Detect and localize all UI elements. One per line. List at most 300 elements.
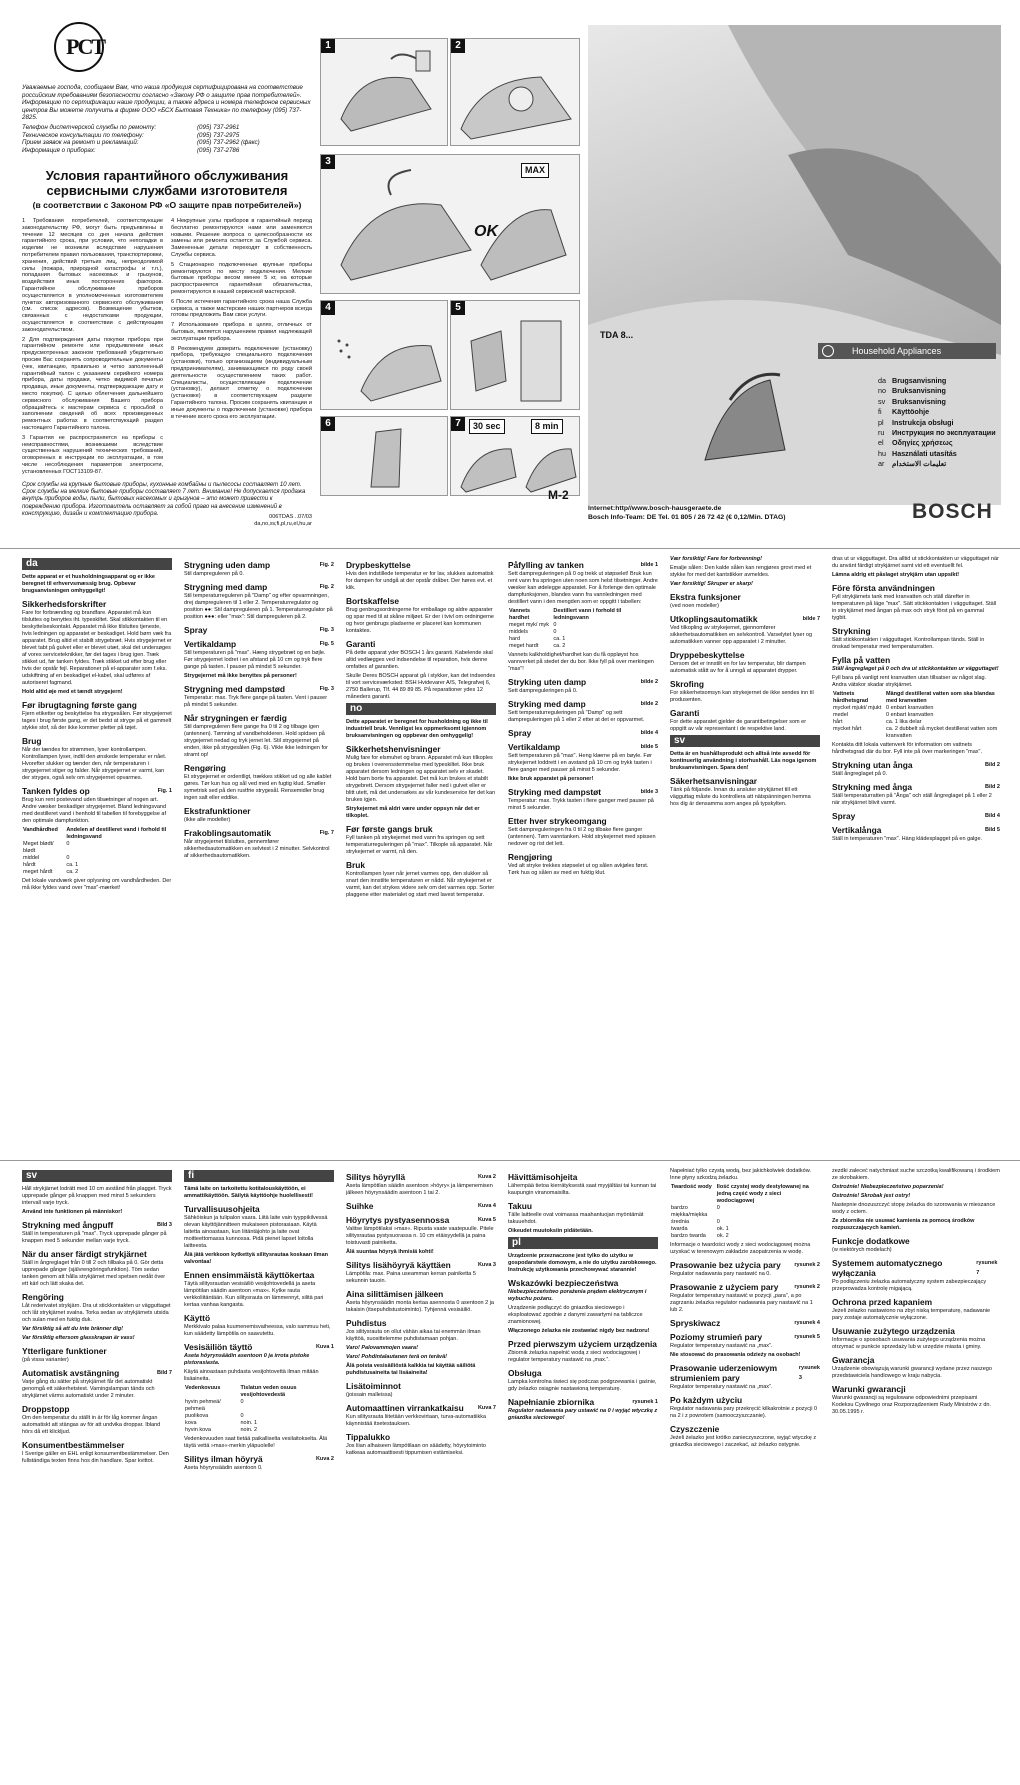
- heading: Droppstopp: [22, 1404, 70, 1414]
- paragraph: Mulig fare for elsmuhet og brann. Apparatet må kun tilkoples og brukes i overensstemmelse med typeskiltet. Ikke bruk apparatet dersom ledningen og apparatet selv er skadet. Hold barn borte fra apparatet. Det må kun brukes et stabilt strygebrett. Dersom strygejernet faller ned i gulvet eller er blitt utett, må det undersøkes av vår kundeservice før det kan brukes igjen.: [346, 755, 496, 803]
- heading: Automatisk avstängning Bild 7: [22, 1368, 172, 1378]
- paragraph: Jos liian alhaiseen lämpötilaan on säädetty, höyrytoiminto katkeaa automaattisesti tippumisen estämiseksi.: [346, 1443, 486, 1456]
- iron-autooff-illustration: [451, 417, 580, 496]
- heading: Vertikaldamp Fig. 5: [184, 639, 334, 649]
- language-bar-pl: pl: [508, 1237, 658, 1249]
- paragraph: Valitse lämpötilaksi »max«. Ripusta vaate vaatepuulle. Pitele silitysrautaa pystysuorassa n. 10 cm etäisyydellä ja paina toistuvasti painiketta.: [346, 1226, 494, 1246]
- table-row: middel 0: [23, 855, 70, 861]
- warning: Var försiktig eftersom glasskrapan är vass!: [22, 1335, 135, 1341]
- heading: Strygning med dampstød Fig. 3: [184, 684, 334, 694]
- paragraph: Sähköiskun ja tulipalon vaara. Liitä laite vain tyyppikilvessä olevan käyttöjännitteen mukaiseen pistorasiaan. Käytä laitetta ainoastaan, kun liitäntäjohto ja laite ovat moitteettomassa kunnossa. Pidä pienet lapset loitolla laitteesta.: [184, 1215, 328, 1249]
- paragraph: Temperatur: max. Trykk tasten i flere ganger med pauser på minst 5 sekunder.: [508, 798, 654, 811]
- language-list: [878, 376, 1008, 470]
- paragraph: Fyll tanken på strykejernet med vann fra springen og sett temperaturreguleringen på "max". Tilkople så apparatet. Når strykejernet er varmt, nå den.: [346, 835, 493, 855]
- heading: Spray Fig. 3: [184, 625, 334, 635]
- paragraph: Hvis den indstillede temperatur er for lav, slukkes automatisk for dampen for undgå at der opstår dråber. Der høres evt. et klik.: [346, 571, 494, 591]
- heading: Puhdistus: [346, 1318, 387, 1328]
- paragraph: Informacje o sposobach usuwania zużytego urządzenia można otrzymać w punkcie sprzedaży lub w urzędzie miasta i gminy.: [832, 1337, 986, 1350]
- figure-6: [320, 416, 448, 496]
- table-header: Andelen af destilleret vand i forhold til ledningsvand: [66, 827, 167, 840]
- ru-clause: 4 Некрупные узлы приборов в гарантийный период бесплатно ремонтируются нами или заменяются новыми. Решение вопроса о целесообразности их замены или ремонта остается за Службой сервиса. Замененные детали переходят в собственность Службы сервиса.: [171, 218, 312, 258]
- table-header: Twardość wody: [671, 1184, 712, 1190]
- heading: Napełnianie zbiornika rysunek 1: [508, 1397, 658, 1407]
- figure-number: 4: [321, 301, 335, 315]
- warning: Lämna aldrig ett påslaget strykjärn utan uppsikt!: [832, 572, 960, 578]
- warning: Niebezpieczeństwo porażenia prądem elektrycznym i wybuchu pożaru.: [508, 1289, 647, 1302]
- table-row: kova noin. 1: [185, 1420, 257, 1426]
- figure-3: [320, 154, 580, 294]
- paragraph: Urządzenie podłączyć do gniazdka sieciowego i eksploatować zgodnie z danymi zawartymi na tabliczce znamionowej.: [508, 1305, 643, 1325]
- heading: Skrofing: [670, 679, 704, 689]
- paragraph: Varje gång du sätter på strykjärnet får det automatiskt genomgå ett säkerhetstest. Varningslampan tänds och strykjärnet värms automatiskt under 2 minuter.: [22, 1379, 155, 1399]
- table-header: Destillert vann i forhold til ledningsvann: [553, 608, 622, 621]
- heading: Strygning med damp Fig. 2: [184, 582, 334, 592]
- paragraph: Ved alt stryke trekkes støpselet ut og sålen avkjøles først. Tørk hus og sålen av med en fuktig klut.: [508, 863, 649, 876]
- figure-7: [450, 416, 580, 496]
- language-item: no Bruksanvisning: [878, 386, 946, 396]
- ru-contacts: [22, 124, 312, 154]
- paragraph: Dersom det er innstilt en for lav temperatur, blir dampen automatisk stått av for å unngå at apparatet drypper.: [670, 661, 806, 674]
- paragraph: Kun silitysrauta liitetään verkkovirtaan, turva-automatiikka käynnistää itsetestauksen.: [346, 1414, 487, 1427]
- heading: Garanti: [346, 639, 376, 649]
- language-item: hu Használati utasítás: [878, 448, 957, 458]
- pl-water-table: [670, 1184, 820, 1240]
- paragraph: Jeżeli żelazko nastawiono na zbyt niską temperaturę, nadawanie pary zostaje automatycznie wyłączone.: [832, 1308, 991, 1321]
- language-bar-da: da: [22, 558, 172, 570]
- iron-upright-illustration: [321, 417, 448, 496]
- paragraph: Ställ temperaturratten på "Ånga" och ställ ångreglaget på 1 eller 2 när strykjärnet blivit varmt.: [832, 793, 992, 806]
- heading: Wskazówki bezpieczeństwa: [508, 1278, 619, 1288]
- heading: Systemem automatycznego wyłączania rysunek 7: [832, 1258, 998, 1278]
- heading: Warunki gwarancji: [832, 1384, 906, 1394]
- paragraph: Tälle laitteelle ovat voimassa maahantuojan myöntämät takuuehdot.: [508, 1212, 644, 1225]
- paragraph: Aseta höyrynsäädin monta kertaa asennosta 0 asentoon 2 ja takaisin (itsepuhdistustoiminto). Tyhjennä vesisäiliö.: [346, 1300, 494, 1313]
- table-row: hyvin kova noin. 2: [185, 1427, 257, 1433]
- heading: Bortskaffelse: [346, 596, 400, 606]
- heading: Ekstra funksjoner: [670, 592, 741, 602]
- ru-clause: 2 Для подтверждения даты покупки прибора при гарантийном ремонте или предъявлении иных предусмотренных законом требований убедительно просим Вас сохранять сопроводительные документы (чек, квитанцию, правильно и четко заполненный гарантийный талон с указанием серийного номера прибора, даты продажи, четко видимой печатью продавца, иные документы, подтверждающие дату и место покупки). С целью облегчения дальнейшего сервисного обслуживания Вашего прибора обращайтесь к мастерам сервиса с просьбой о заполнении сведений об всех произведенных ремонтных работах в соответствующий раздел настоящего Гарантийного талона.: [22, 336, 163, 431]
- ru-clause: 6 После истечения гарантийного срока наша Служба сервиса, а также мастерские наших партнеров всегда готовы предложить Вам свои услуги.: [171, 298, 312, 319]
- paragraph: Täytä silitysraudan vesisäiliö vesijohtovedellä ja aseta lämpötilan säädin asentoon »max«. Kytke rauta verkkoliitäntään. Kun silitysrauta on lämmennyt, silitä pari kertaa vanhaa kangasta.: [184, 1281, 324, 1308]
- heading: Hävittämisohjeita: [508, 1172, 578, 1182]
- heading: Ytterligare funktioner: [22, 1346, 107, 1356]
- sv-intro: Detta är en hushållsprodukt och alltså inte avsedd för kontinuerlig användning i storhushåll. Läs noga igenom bruksanvisningen. Spara den!: [670, 751, 817, 771]
- table-row: bardzo twarda ok. 2: [671, 1233, 729, 1239]
- section-divider: [0, 548, 1020, 549]
- heading: Automaattinen virrankatkaisu Kuva 7: [346, 1403, 496, 1413]
- sv-bottom-column-1: [22, 1168, 172, 1467]
- paragraph: Sett temperaturreguleringen på "Damp" og sett dampreguleringen på 1 eller 2 etter at det er oppvarmet.: [508, 710, 645, 723]
- paragraph: Warunki gwarancji są regulowane odpowiednimi przepisami Kodeksu Cywilnego oraz Rozporządzeniem Rady Ministrów z dn. 30.05.1995 r.: [832, 1395, 991, 1415]
- heading: Strykning utan ånga Bild 2: [832, 760, 1000, 770]
- iron-vertical-steam-illustration: [451, 301, 580, 410]
- heading: Prasowanie uderzeniowym strumieniem pary rysunek 3: [670, 1363, 820, 1383]
- heading: Spray Bild 4: [832, 811, 1000, 821]
- heading: Strykning med ångpuff Bild 3: [22, 1220, 172, 1230]
- paragraph: Po podłączeniu żelazka automatyczny system zabezpieczający przeprowadza kontrolę migającą.: [832, 1279, 987, 1292]
- paragraph: Sett temperaturen på "max". Heng klærne på en bøyle. Før strykejernet loddrett i en avstand på 10 cm og trykk tasten i flere ganger med pauser på minst 5 sekunder.: [508, 753, 652, 773]
- da-paragraph: Når der tændes for strømmen, lyser kontrollampen. Kontrollampen lyser, indtil den ønskede temperatur er nået. Hvorefter slukker og tænder den, når temperaturen i strygejernet stiger og falder. Når strygejernet er varmt, kan der stryges, også selv om strygejernet opvarmes.: [22, 747, 167, 781]
- household-appliances-bar: Household Appliances: [818, 343, 996, 359]
- heading: Spryskiwacz rysunek 4: [670, 1318, 820, 1328]
- heading: Frakoblingsautomatik Fig. 7: [184, 828, 334, 838]
- paragraph: Aseta lämpötilan säädin asentoon »höyry« ja lämpenemisen jälkeen höyrynsäädin asentoon 1 tai 2.: [346, 1183, 493, 1196]
- paragraph: Brug genbrugsordningerne for emballage og aldre apparater og spar med til at skåne miljøet. Er der i tvivl om ordningerne og hvor genbrugs pladserne er placeret kan kommunen kontaktes.: [346, 607, 494, 634]
- table-header: Vannets hardhet: [509, 608, 531, 621]
- table-row: hårt ca. 1 lika delar: [833, 719, 922, 725]
- heading: Stryking med dampstøt bilde 3: [508, 787, 658, 797]
- heading: Höyrytys pystyasennossa Kuva 5: [346, 1215, 496, 1225]
- heading: Spray bilde 4: [508, 728, 658, 738]
- paragraph: Lampka kontrolna świeci się podczas podgrzewania i gaśnie, gdy żelazko osiągnie nastawioną temperaturę.: [508, 1379, 657, 1392]
- heading: Etter hver strykeomgang: [508, 816, 607, 826]
- da-water-table: [22, 827, 172, 876]
- figure-1: [320, 38, 448, 146]
- warning: Älä jätä verkkoon kytkettyä silitysrautaa koskaan ilman valvontaa!: [184, 1252, 328, 1265]
- table-row: middels 0: [509, 629, 557, 635]
- paragraph: Informacje o twardości wody z sieci wodociągowej można uzyskać w terenowym zakładzie zaopatrzenia w wodę.: [670, 1242, 811, 1255]
- ru-clause: 3 Гарантия не распространяется на приборы с неисправностями, возникшими вследствие существенных нарушений технических требований, оговоренных в инструкции по эксплуатации, в том числе несоблюдения параметров электросети, установленных ГОСТ13109-87.: [22, 434, 163, 475]
- warning: Var försiktig så att du inte bränner dig!: [22, 1326, 123, 1332]
- table-row: twarda ok. 1: [671, 1226, 729, 1232]
- paragraph: (w niektórych modelach): [832, 1247, 892, 1253]
- heading: Utkoplingsautomatikk bilde 7: [670, 614, 820, 624]
- paragraph: Ställ in temperaturen på "max". Tryck upprepade gånger på knappen med 5 sekunder mellan varje tryck.: [22, 1231, 167, 1244]
- sv-water-table: [832, 691, 1000, 740]
- paragraph: Ställ in ångreglaget från 0 till 2 och tillbaka på 0. Gör detta upprepade gånger (självrengöringsfunktion). Töm sedan tanken genom att hålla strykjärnet med spetsen nedåt över ett kärl och lätt skaka det.: [22, 1260, 166, 1287]
- table-row: Meget blødt/ blødt 0: [23, 841, 70, 854]
- heading: Silitys höyryllä Kuva 2: [346, 1172, 496, 1182]
- heading: Poziomy strumień pary rysunek 5: [670, 1332, 820, 1342]
- paragraph: Regulator nadawania pary przekręcić kilkakrotnie z pozycji 0 na 2 i z powrotem (samooczyszczanie).: [670, 1406, 818, 1419]
- da-paragraph: Fare for forbrænding og brandfare. Apparatet må kun tilsluttes og benyttes iht. typeskiltet. Skal stikkontakten til en beskyttelseskontakt. Apparatet må ikke tilsluttes tjeneste, hvis ledningen og apparatet er beskadiget. Hold børn væk fra apparatet. Brug altid et stabilt strygebræt. Hvis strygejernet er blevet tabt på gulvet eller er blevet utæt, skal det undersøges af vores serviceteknikker, før det tages i brug igen. Træk stikket ud, før tanken fyldes. Træk stikket ud efter brug eller hvis der opstår fejl. Reparationer på el-apparater som f.eks. udskiftning af en beskadiget el-kabel, skal udføres af autoriseret fagmand.: [22, 610, 172, 686]
- warning: Älä poista vesisäiliöstä kalkkia tai käyttää säiliötä puhdistusaineita tai lisäaineita!: [346, 1363, 476, 1376]
- paragraph: Regulator temperatury nastawić na „max”.: [670, 1384, 773, 1390]
- heading: Obsługa: [508, 1368, 542, 1378]
- paragraph: Stil dampreguleren flere gange fra 0 til 2 og tilbage igen (antennen). Tømning af vandbeholderen. Hold spidsen på strygejernet nedad og tryk jernet let. Stil strygejernet på enden, ikke på strygesålen (Fig. 6). Vikle ikke ledningen for stramt op!: [184, 724, 328, 758]
- da-paragraph: Fjern etiketter og beskyttelse fra strygesålen. Før strygejernet tages i brug første gang, er det bedst at stryge på et gammelt stykke stof, så der ikke kommer pletter på tøjet.: [22, 711, 172, 731]
- ru-clause: 8 Рекомендуем доверить подключение (установку) прибора, требующую специального подключения (установки), только организациям (индивидуальным предпринимателям), занимающимся по роду своей деятельности осуществлением таких работ. Специалисты, осуществляющие подключение (установку), делают отметку о подключении (установке) в соответствующем разделе Гарантийного талона. Просим сохранять квитанции и иные документы о подключении (установке) прибора в течение всего срока его эксплуатации.: [171, 345, 312, 420]
- paragraph: Lähempää tietoa kierrätyksestä saat myyjältäsi tai kunnan tai kaupungin viranomaisilta.: [508, 1183, 657, 1196]
- warning: Regulator nadawania pary ustawić na 0 i wyjąć wtyczkę z gniazdka sieciowego!: [508, 1408, 658, 1421]
- thirty-sec-badge: 30 sec: [469, 419, 505, 434]
- no-water-table: [508, 608, 658, 650]
- ru-col-left: [22, 218, 163, 478]
- language-item: ar تعليمات الاستخدام: [878, 459, 947, 469]
- warning: Ostrożnie! Skrobak jest ostry!: [832, 1193, 911, 1199]
- heading: Rengöring: [22, 1292, 64, 1302]
- heading: Påfylling av tanken bilde 1: [508, 560, 658, 570]
- table-row: puolikova 0: [185, 1413, 244, 1419]
- paragraph: Regulator nadawania pary nastawić na 0.: [670, 1271, 771, 1277]
- bosch-url[interactable]: Internet:http//www.bosch-hausgeraete.de: [588, 505, 722, 512]
- ru-clause: 7 Использование прибора в целях, отличных от бытовых, является нарушением правил надлежащей эксплуатации прибора.: [171, 322, 312, 342]
- no-intro: Dette apparatet er beregnet for husholdning og ikke til industriell bruk. Vennligst les oppmerksomt igjennom bruksanvisningen og oppbevar den omhyggelig!: [346, 719, 488, 739]
- ru-col-right: [171, 218, 312, 478]
- warning: Ikke bruk apparatet på personer!: [508, 776, 594, 782]
- paragraph: Sätt stickkontakten i vägguttaget. Kontrollampan tänds. Ställ in önskad temperatur med temperaturratten.: [832, 637, 985, 650]
- paragraph: Kontakta ditt lokala vattenverk för information om vattnets hårdhetsgrad där du bor. Fyll inte på över markeringen "max".: [832, 742, 983, 755]
- model-number: TDA 8...: [600, 330, 634, 340]
- warning: Använd inte funktionen på människor!: [22, 1209, 123, 1215]
- paragraph: Napełniać tylko czystą wodą, bez jakichkolwiek dodatków. Inne płyny szkodzą żelazku.: [670, 1168, 811, 1181]
- cover-product-iron: [700, 360, 790, 470]
- warning: Ostrożnie! Niebezpieczeństwo poparzenia!: [832, 1184, 944, 1190]
- heading: Turvallisuusohjeita: [184, 1204, 260, 1214]
- paragraph: For dette apparatet gjelder de garantibetingelser som er oppgitt av vår representant i de respektive land.: [670, 719, 807, 732]
- table-row: średnia 0: [671, 1219, 720, 1225]
- heading: Funkcje dodatkowe: [832, 1236, 910, 1246]
- ru-clause: 1 Требования потребителей, соответствующие законодательству РФ, могут быть предъявлены в течение 12 месяцев со дня начала действия гарантийного срока, при условии, что неполадки в изделии не возникли вследствие нарушения потребителем правил пользования, транспортировки, хранения, действий третьих лиц, непреодолимой силы (пожара, природной катастрофы и т.п.), попадания бытовых насекомых и грызунов, воздействия иных посторонних факторов. Гарантийное обслуживание приборов осуществляется в уполномоченных изготовителем пунктах авторизованного сервисного обслуживания (см. список адресов). Возмещение убытков, связанных с недостатками продукции, осуществляется в соответствии с действующим законодательством.: [22, 218, 163, 333]
- language-bar-fi: fi: [184, 1170, 334, 1182]
- heading: Prasowanie bez użycia pary rysunek 2: [670, 1260, 820, 1270]
- table-row: bardzo miękka/miękka 0: [671, 1205, 720, 1218]
- paragraph: Käytä ainoastaan puhdasta vesijohtovettä ilman mitään lisäaineita.: [184, 1369, 319, 1382]
- paragraph: (ikke alle modeller): [184, 817, 231, 823]
- table-header: Vandhårdhed: [23, 827, 58, 833]
- table-header: Vattnets hårdhetsgrad: [833, 691, 869, 704]
- paragraph: Sett dampreguleringen på 0 og trekk ut støpselet! Bruk kun rent vann fra springen uten noen som helst tilsetninger. Andre væsker kan ødelegge apparatet. For å forlenge den optimale dampfunksjonen, blandes vann fra vannledningen med destillert vann i den mengden som er oppgitt i tabellen:: [508, 571, 658, 605]
- warning: Strykejernet må aldri være under oppsyn når det er tilkoplet.: [346, 806, 480, 819]
- ru-contact-row: Прием заявок на ремонт и рекламаций: (095) 737-2962 (факс): [22, 139, 260, 147]
- heading: Før første gangs bruk: [346, 824, 433, 834]
- language-item: da Brugsanvisning: [878, 376, 947, 385]
- paragraph: Stil dampreguleren på 0.: [184, 571, 244, 577]
- paragraph: Kontrollampen lyser når jernet varmes opp, den slukker så snart den innstilte temperaturen er nådd. Når strykejernet er varmt, kan det strykes videre selv om det varmes opp. Sorter plaggene etter materialet og start med lavest temperatur.: [346, 871, 495, 898]
- da-heading: Før ibrugtagning første gang: [22, 700, 137, 710]
- warning: Nie stosować do prasowania odzieży na osobach!: [670, 1352, 801, 1358]
- paragraph: Aseta höyrynsäädin asentoon 0.: [184, 1465, 263, 1471]
- paragraph: Lämpötila: max. Paina useamman kerran painiketta 5 sekunnin tauoin.: [346, 1271, 476, 1284]
- paragraph: Sett dampreguleringen på 0.: [508, 688, 578, 694]
- language-bar-sv: sv: [670, 735, 820, 747]
- warning: Varo! Pohdintalautanen terä on terävä!: [346, 1354, 447, 1360]
- heading: Ochrona przed kapaniem: [832, 1297, 933, 1307]
- sv-column-6: [832, 556, 1000, 845]
- paragraph: Ved tilkopling av strykejernet, gjennomfører sikkerhetsautomatikken en selvkontroll. Varselytet lyser og automatikken vanner opp apparatet i 2 minutter.: [670, 625, 813, 645]
- paragraph: Ställ ångreglaget på 0.: [832, 771, 888, 777]
- heading: Når strygningen er færdig: [184, 713, 287, 723]
- heading: Drypbeskyttelse: [346, 560, 411, 570]
- fi-pl-bottom-column-4: [508, 1168, 658, 1424]
- figure-number: 1: [321, 39, 335, 53]
- paragraph: Stil temperaturreguleren på "Damp" og efter opvarmningen, drej dampreguleren til 1 eller 2. Temperaturregulator og position ●●: Stil dampreguleren på 1. Temperaturregulator på position ●●●: eller "max": Stil dampreguleren på 2.: [184, 593, 333, 620]
- heading: Strykning med ånga Bild 2: [832, 782, 1000, 792]
- document-code: 006TDAS ..07/03 da,no,sv,fi,pl,ru,el,hu,ar: [254, 514, 312, 527]
- da-heading: Brug: [22, 736, 42, 746]
- table-row: meget hårdt ca. 2: [23, 869, 79, 875]
- da-paragraph: Det lokale vandværk giver oplysning om vandhårdheden. Der må ikke fyldes vand over "max"-mærket!: [22, 878, 172, 891]
- heading: Fylla på vatten: [832, 655, 891, 665]
- paragraph: Håll strykjärnet lodrätt med 10 cm avstånd från plagget. Tryck upprepade gånger på knappen med minst 5 sekunders intervall varje tryck.: [22, 1186, 172, 1206]
- pl-intro: Urządzenie przeznaczone jest tylko do użytku w gospodarstwie domowym, a nie do użytku zarobkowego. Instrukcję użytkowania przechowywać starannie!: [508, 1253, 657, 1273]
- heading: Garanti: [670, 708, 700, 718]
- paragraph: (på vissa varianter): [22, 1357, 69, 1363]
- iron-dial-illustration: [451, 39, 580, 146]
- heading: Käyttö: [184, 1313, 211, 1323]
- paragraph: Temperatur: max. Tryk flere gange på tasten. Vent i pauser på mindst 5 sekunder.: [184, 695, 328, 708]
- fi-water-table: [184, 1385, 334, 1434]
- da-column-2: [184, 556, 334, 862]
- bosch-logo: BOSCH: [912, 500, 993, 523]
- paragraph: Når strygejernet tilsluttes, gennemfører sikkerhedsautomatikken en selvtest i 2 minutter. Selvkontrol af sikkerhedsautomatikken.: [184, 839, 330, 859]
- language-bar-no: no: [346, 703, 496, 715]
- paragraph: Jos silitysrauta on ollut vähän aikaa tai enemmän ilman käyttöä, suosittelemme puhdistamaan pohjan.: [346, 1329, 481, 1342]
- note: Oikeudet muutoksiin pidätetään.: [508, 1228, 593, 1234]
- warning: Varo! Palovammojen vaara!: [346, 1345, 418, 1351]
- heading: Vertikaldamp bilde 5: [508, 742, 658, 752]
- heading: Silitys ilman höyryä Kuva 2: [184, 1454, 334, 1464]
- paragraph: Tänk på följande. Innan du ansluter strykjärnet till ett vägguttag måste du kontrollera att nätspänningen hemma hos dig är densamma som anges på typskylten.: [670, 787, 811, 807]
- da-column-1: [22, 556, 172, 894]
- da-heading: Sikkerhedsforskrifter: [22, 599, 107, 609]
- fi-bottom-column-2: [184, 1168, 334, 1474]
- pl-bottom-column-6: [832, 1168, 1000, 1418]
- warning: Strygejernet må ikke benyttes på personer!: [184, 673, 297, 679]
- figure-2: [450, 38, 580, 146]
- table-header: Ilość czystej wody destylowanej na jedną część wody z sieci wodociągowej: [716, 1184, 809, 1204]
- fi-intro: Tämä laite on tarkoitettu kotitalouskäyttöön, ei ammattikäyttöön. Säilytä käyttöohje huolellisesti!: [184, 1186, 313, 1199]
- figure-4: [320, 300, 448, 410]
- ru-footnote: Срок службы на крупные бытовые приборы, кухонные комбайны и пылесосы составляет 10 лет. Срок службы на мелкие бытовые приборы составляет 7 лет. Внимание! Не допускается продажа внутрь приборов воды, пыли, бытовых насекомых и грызунов – это может привести к повреждению прибора. Изготовитель оставляет за собой право на внесение изменений в конструкцию, дизайн и комплектацию прибора.: [22, 482, 306, 517]
- ru-warranty-title: Условия гарантийного обслуживания сервисными службами изготовителя: [45, 168, 289, 198]
- paragraph: (joissain malleissa): [346, 1392, 393, 1398]
- paragraph: Zbiornik żelazka napełnić wodą z sieci wodociągowej i regulator temperatury nastawić na „max.”.: [508, 1350, 641, 1363]
- figure-number: 2: [451, 39, 465, 53]
- paragraph: dras ut ur vägguttaget. Dra alltid ut stickkontakten ur vägguttaget när du använt färdigt strykjärnet samt vid ett eventuellt fel.: [832, 556, 999, 569]
- heading: Po każdym użyciu: [670, 1395, 743, 1405]
- ru-intro-text: Уважаемые господа, сообщаем Вам, что наша продукция сертифицирована на соответствие российским требованиям безопасности согласно «Закону РФ о защите прав потребителей». Информацию по сертификации наше продукции, а также адреса и номера телефонов сервисных центров Вы можете получить в фирме ООО «БСХ Бытовая Техника» по телефону (095) 737-2825.: [22, 84, 311, 122]
- da-no-column-3: [346, 556, 496, 901]
- ru-clause: 5 Стационарно подключенные крупные приборы ремонтируются по месту подключения. Мелкие бытовые приборы весом менее 5 кг, на которые распространяется гарантийная обязательства, ремонтируются в нашей сервисной мастерской.: [171, 261, 312, 295]
- figure-number: 6: [321, 417, 335, 431]
- heading: Gwarancja: [832, 1355, 875, 1365]
- eight-min-badge: 8 min: [531, 419, 563, 434]
- figure-5: [450, 300, 580, 410]
- heading: Stryking med damp bilde 2: [508, 699, 658, 709]
- figure-number: 3: [321, 155, 335, 169]
- iron-fill-illustration: [321, 39, 448, 146]
- da-intro: Dette apparat er et husholdningsapparat og er ikke beregnet til erhvervsmæssig brug. Opbevar brugsanvisningen omhyggeligt!: [22, 574, 155, 594]
- heading: Prasowanie z użyciem pary rysunek 2: [670, 1282, 820, 1292]
- ru-contact-row: Телефон диспетчерской службы по ремонту: (095) 737-2961: [22, 124, 240, 131]
- heading: Czyszczenie: [670, 1424, 720, 1434]
- paragraph: Ställ in temperaturen "max". Häng klädesplagget på en galge.: [832, 836, 983, 842]
- paragraph: Emalje sålen: Den kalde sålen kan rengjøres grovt med et stykke for med det kantstikker avmeldes.: [670, 565, 812, 578]
- language-item: fi Käyttöohje: [878, 407, 930, 417]
- heading: Ekstrafunktioner: [184, 806, 251, 816]
- heading: Przed pierwszym użyciem urządzenia: [508, 1339, 657, 1349]
- fi-bottom-column-3: [346, 1168, 496, 1459]
- section-divider: [0, 1160, 1020, 1161]
- table-row: mycket hårt ca. 2 dubbelt så mycket destillerat vatten som kranvatten: [833, 726, 998, 739]
- heading: Usuwanie zużytego urządzenia: [832, 1326, 955, 1336]
- paragraph: Nastepnie dnozuszczyć stopę żelazka do szorowania w mieszance wody z octem.: [832, 1202, 996, 1215]
- figure-sheet-label: M-2: [548, 488, 569, 502]
- iron-spray-illustration: [321, 301, 448, 410]
- max-badge: MAX: [521, 163, 549, 178]
- heading: Ennen ensimmäistä käyttökertaa: [184, 1270, 315, 1280]
- heading: När du anser färdigt strykjärnet: [22, 1249, 147, 1259]
- table-row: mycket mjukt/ mjukt 0 enbart kranvatten: [833, 705, 934, 711]
- heading: Lisätoiminnot: [346, 1381, 401, 1391]
- warning: Ställ ångreglaget på 0 och dra ut stickkontakten ur vägguttaget!: [832, 666, 999, 672]
- heading: Stryking uten damp bilde 2: [508, 677, 658, 687]
- bosch-contact: [588, 505, 888, 522]
- heading: Rengjøring: [508, 852, 553, 862]
- paragraph: Regulator temperatury nastawić na „max”.: [670, 1343, 773, 1349]
- pl-bottom-column-5: [670, 1168, 820, 1451]
- warning: Vær forsiktig! Skruper er skarp!: [670, 581, 753, 587]
- no-column-4: [508, 556, 658, 879]
- ru-warranty-subtitle: (в соответствии с Законом РФ «О защите прав потребителей»): [32, 200, 302, 210]
- pct-certification-logo: PCT: [54, 22, 104, 72]
- heading: Vertikalånga Bild 5: [832, 825, 1000, 835]
- paragraph: På dette apparat yder BOSCH 1 års garanti. Kabelende skal altid vedlægges ved indsendelse til reparation, hvis denne omfattes af garantien.: [346, 650, 493, 670]
- table-row: hyvin pehmeä/ pehmeä 0: [185, 1399, 244, 1412]
- heading: Konsumentbestämmelser: [22, 1440, 125, 1450]
- table-row: meget hardt ca. 2: [509, 643, 566, 649]
- paragraph: Fyll strykjärnets tank med kranvatten och ställ därefter in temperaturen på läge "max". Sätt stickkontakten i vägguttaget. Ställ in strykjärnet med ångan på max och stryk först på en gammal tygbit.: [832, 594, 997, 621]
- paragraph: For sikkerhetsomsyn kan strykejernet de ikke sendes inn til produsenten.: [670, 690, 814, 703]
- da-warning: Hold altid øje med et tændt strygejern!: [22, 689, 123, 695]
- paragraph: Vannets kalkholdighet/hardhet kan du få oppløyst hos vannverket på stedet der du bor. Ikke fyll på over merkingen "max"!: [508, 652, 654, 672]
- table-header: Tislatun veden osuus vesijohtovedestä: [240, 1385, 297, 1398]
- language-item: sv Bruksanvisning: [878, 396, 946, 406]
- heading: Sikkerhetshenvisninger: [346, 744, 441, 754]
- ru-warranty-columns: [22, 218, 312, 478]
- warning: Vær forsiktig! Fare for forbrenning!: [670, 556, 762, 562]
- paragraph: Jeżeli żelazko jest krótko zanieczyszczone, wyjąć wtyczkę z gniazdka sieciowego i zaczekać, aż żelazko ostygnie.: [670, 1435, 817, 1448]
- ru-contact-row: Техническое консультации по телефону: (095) 737-2975: [22, 131, 240, 139]
- table-header: Mängd destillerat vatten som ska blandas med kranvatten: [886, 691, 995, 704]
- paragraph: Om den temperatur du ställt in är för låg kommer ångan automatiskt att stängas av för att undvika droppar. Ibland hörs då ett klickljud.: [22, 1415, 161, 1435]
- heading: Silitys lisähöyryä käyttäen Kuva 3: [346, 1260, 496, 1270]
- paragraph: (ved noen modeller): [670, 603, 719, 609]
- figure-number: 5: [451, 301, 465, 315]
- da-paragraph: Brug kun rent postevand uden tilsætninger af nogen art. Andre væsker beskadiger strygejernet. Bland ledningsvand med destilleret vand i henhold til tabellen til forebyggelse af den optimale dampfunktion.: [22, 797, 167, 824]
- bosch-armature-icon: [822, 345, 834, 357]
- paragraph: Merkkivalo palaa kuumenemisvaiheessa, valo sammuu heti, kun säädetty lämpötila on saavutettu.: [184, 1324, 331, 1337]
- paragraph: zezdki zaleceć natychmiast suche szczotką kwalifikowaną i środkiem ze skrobakiem.: [832, 1168, 1000, 1181]
- heading: Före första användningen: [832, 583, 935, 593]
- paragraph: I Sverige gäller en EHL enligt konsumentbestämmelser. Den fullständiga texten finns hos din handlare. Spar kvittot.: [22, 1451, 169, 1464]
- paragraph: Vedenkovuuden saat tietää paikalliselta vesilaitokselta. Älä täytä vettä »max«-merkin yläpuolelle!: [184, 1436, 328, 1449]
- heading: Dryppebeskyttelse: [670, 650, 745, 660]
- paragraph: Låt rederivatet strykjärn. Dra ut stickkontakten ur vägguttaget och låt strykjärnet svalna. Torka sedan av strykjärnets utsida och sulan med en fuktig duk.: [22, 1303, 171, 1323]
- warning: Aseta höyrynsäädin asentoon 0 ja irrota pistoke pistorasiasta.: [184, 1353, 310, 1366]
- heading: Aina silittämisen jälkeen: [346, 1289, 444, 1299]
- heading: Rengøring: [184, 763, 226, 773]
- language-item: ru Инструкция по эксплуатации: [878, 428, 996, 438]
- language-item: el Οδηγίες χρήσεως: [878, 438, 953, 448]
- ru-contact-row: Информация о приборах: (095) 737-2786: [22, 146, 240, 154]
- paragraph: Fyll bara på vanligt rent kranvatten utan tillsatser av något slag. Andra vätskor skadar strykjärnet.: [832, 675, 987, 688]
- table-row: meget myk/ myk 0: [509, 622, 557, 628]
- heading: Strygning uden damp Fig. 2: [184, 560, 334, 570]
- heading: Takuu: [508, 1201, 533, 1211]
- paragraph: Urządzenie obowiązują warunki gwarancji wydane przez naszego przedstawiciela handlowego w kraju nabycia.: [832, 1366, 992, 1379]
- heading: Vesisäiliön täyttö Kuva 1: [184, 1342, 334, 1352]
- paragraph: Skulle Deres BOSCH apparat gå i stykker, kan det indsendes til vort serviceværksted: BSH Hvidevarer A/S, Telegrafvej 6, 2750 Ballerup, Tlf. 44 89 89 85. På reparationer ydes 12 måneders garanti.: [346, 673, 496, 700]
- table-row: hard ca. 1: [509, 636, 566, 642]
- bosch-info-team: Bosch Info-Team: DE Tel. 01 805 / 26 72 42 (€ 0,12/Min. DTAG): [588, 513, 786, 521]
- warning: Älä suuntaa höyryä ihmisiä kohti!: [346, 1249, 434, 1255]
- language-item: pl Instrukcja obsługi: [878, 417, 954, 427]
- paragraph: Stil temperaturen på "max". Hæng strygebræt og en bøjle. Før strygejernet lodret i en afstand på 10 cm og tryk flere gange på tasten. I pauser på mindst 5 sekunder.: [184, 650, 326, 670]
- paragraph: Sett dampreguleringen fra 0 til 2 og tilbake flere ganger (antennen). Tøm vanntanken. Hold strykejernet med spissen nedover og rist det lett.: [508, 827, 656, 847]
- paragraph: Et strygejernet er ordentligt, trækkes stikket ud og alle kablet gøres. Tør kun hus og sål ved med en fugtig klud. Smøller symetrisk sed på den rustfrie strygesål. Rensemidler brug ingen salt eller eddike.: [184, 774, 332, 801]
